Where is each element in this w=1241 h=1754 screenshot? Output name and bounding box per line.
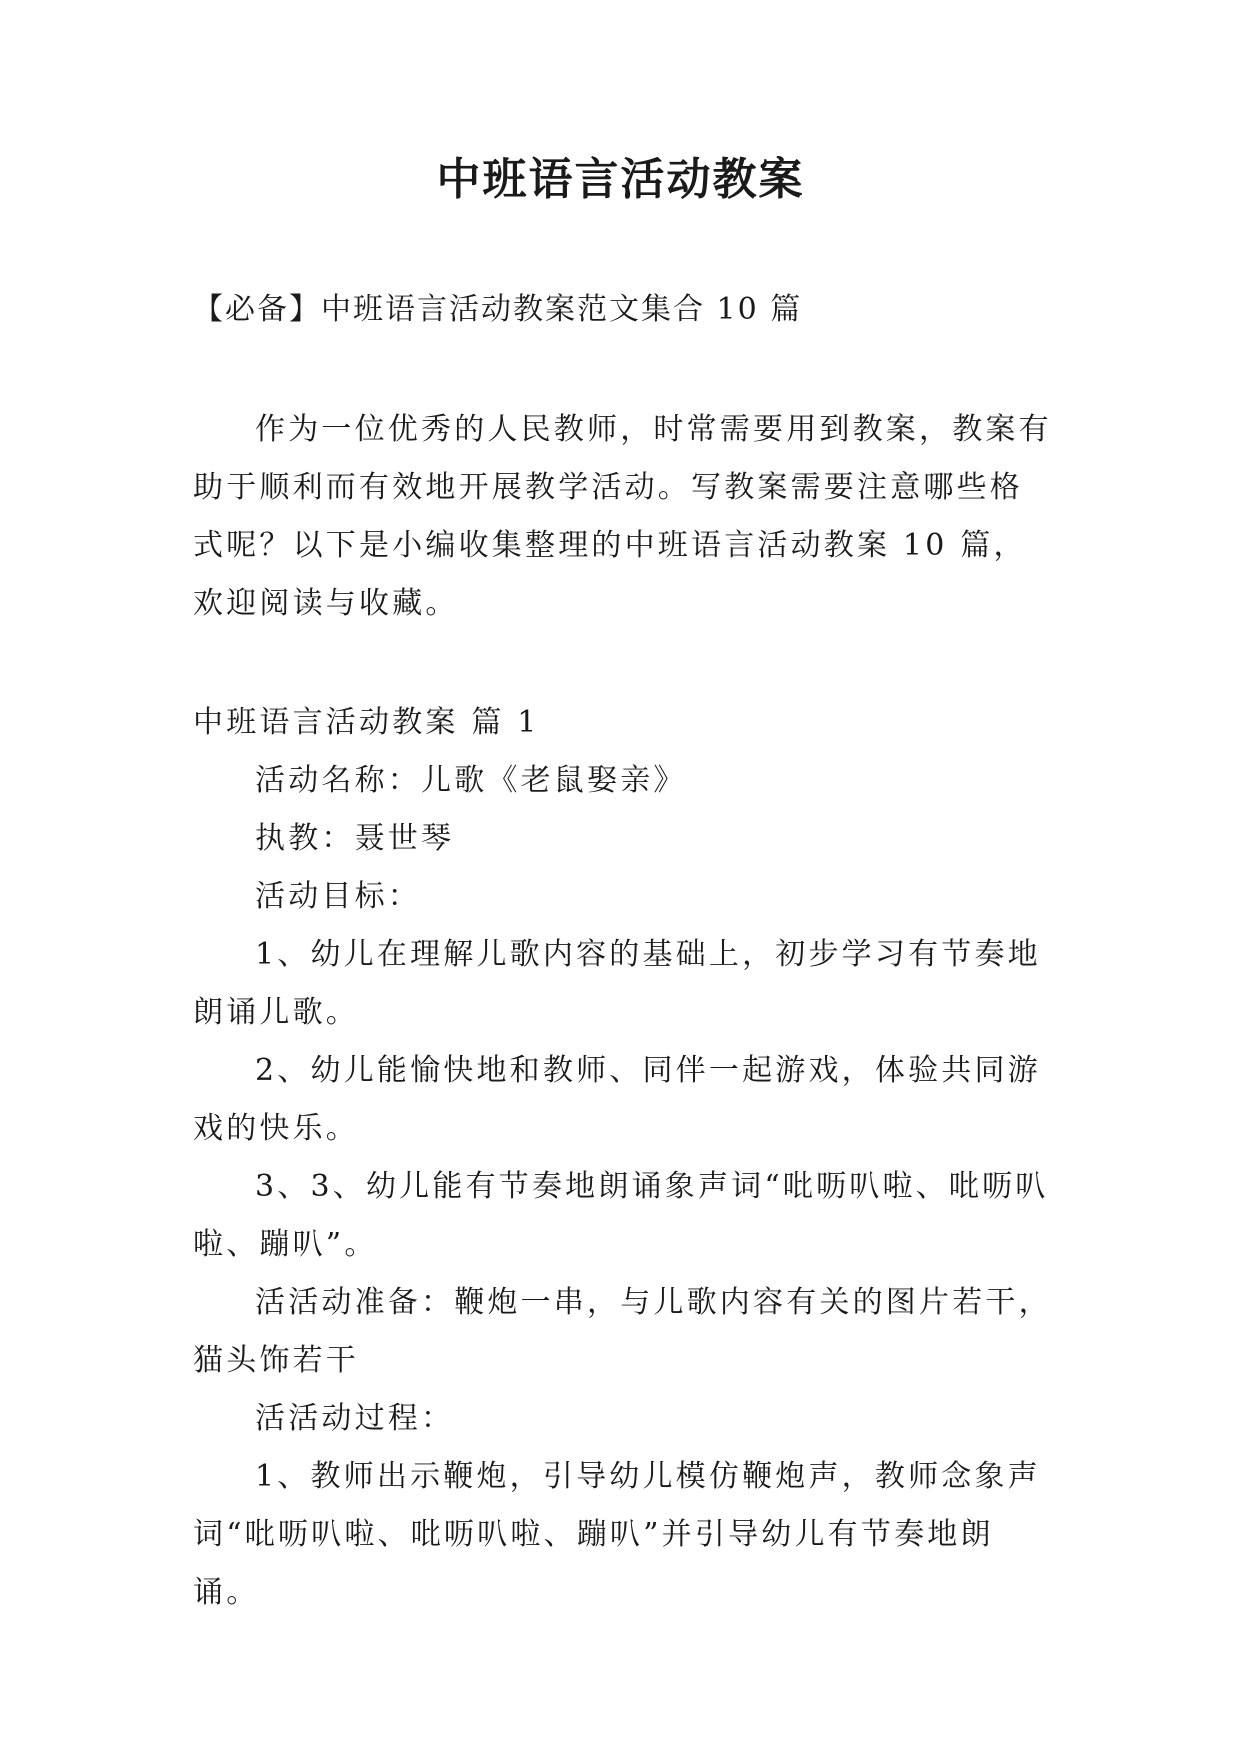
section-1 (193, 694, 1053, 1622)
section-heading: 中班语言活动教案 篇 1 (193, 705, 540, 740)
instructor: 执教：聂世琴 (255, 821, 455, 856)
page-title: 中班语言活动教案 (436, 154, 805, 205)
process-step: 1、教师出示鞭炮，引导幼儿模仿鞭炮声，教师念象声词“吡呖叭啦、吡呖叭啦、蹦叭”并引导幼儿有节奏地朗诵。 (193, 1459, 1041, 1610)
goal-item: 1、幼儿在理解儿歌内容的基础上，初步学习有节奏地朗诵儿歌。 (193, 937, 1041, 1030)
activity-preparation: 活活动准备：鞭炮一串，与儿歌内容有关的图片若干，猫头饰若干 (193, 1285, 1052, 1378)
intro-block (193, 401, 1053, 633)
intro-paragraph: 作为一位优秀的人民教师，时常需要用到教案，教案有助于顺利而有效地开展教学活动。写教案需要注意哪些格式呢？以下是小编收集整理的中班语言活动教案 10 篇，欢迎阅读与收藏。 (193, 412, 1052, 621)
goal-item: 2、幼儿能愉快地和教师、同伴一起游戏，体验共同游戏的快乐。 (193, 1053, 1041, 1146)
goal-item: 3、3、幼儿能有节奏地朗诵象声词“吡呖叭啦、吡呖叭啦、蹦叭”。 (193, 1169, 1049, 1262)
activity-name: 活动名称：儿歌《老鼠娶亲》 (255, 763, 687, 798)
activity-goals-heading: 活动目标： (255, 879, 421, 914)
activity-process-heading: 活活动过程： (255, 1401, 455, 1436)
document-subtitle: 【必备】中班语言活动教案范文集合 10 篇 (193, 292, 803, 327)
